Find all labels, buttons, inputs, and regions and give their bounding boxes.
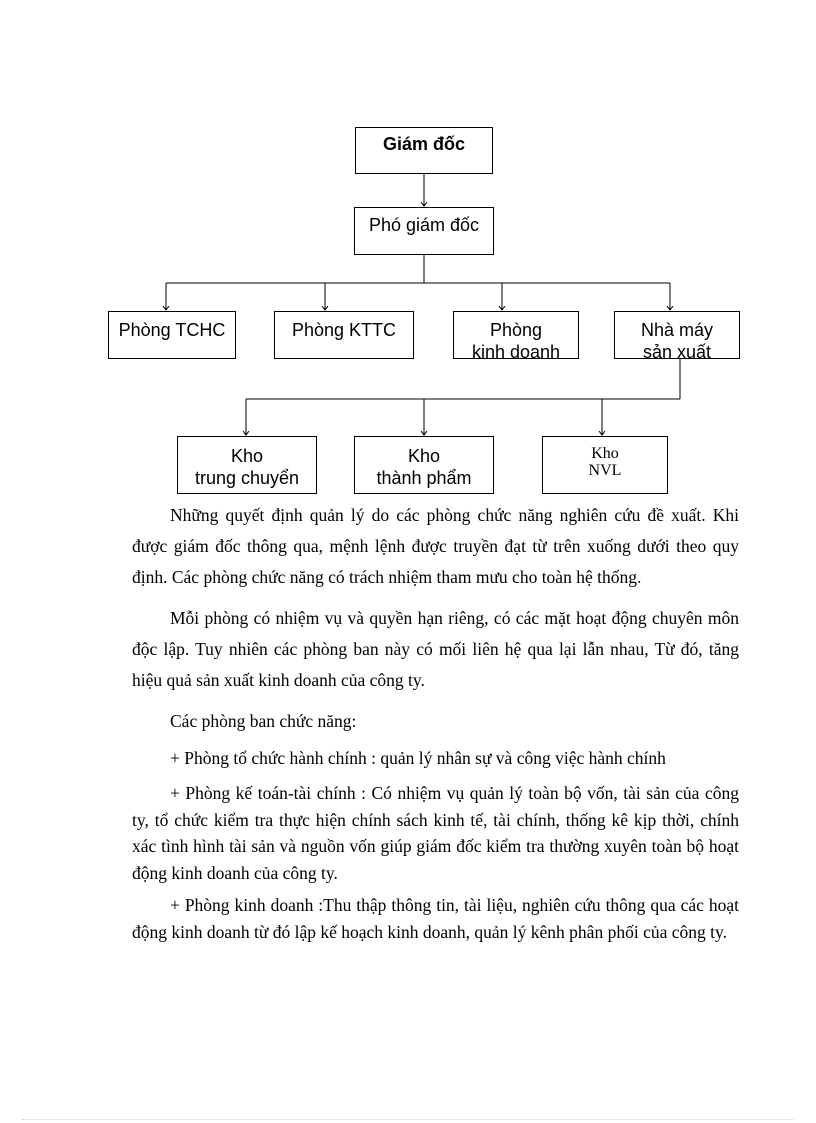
org-box-label: Kho: [230, 446, 264, 466]
org-box-deputy: [354, 207, 494, 255]
org-box-warehouse-finished: [354, 436, 494, 494]
org-box-label: Phó giám đốc: [368, 215, 480, 235]
org-box-label: Phòng: [489, 320, 543, 340]
org-box-warehouse-materials: [542, 436, 668, 494]
org-box-label: Giám đốc: [382, 134, 466, 154]
org-box-factory: [614, 311, 740, 359]
org-box-label-line2: thành phẩm: [376, 468, 472, 488]
paragraph-admin-department: + Phòng tổ chức hành chính : quản lý nhân sự và công việc hành chính: [170, 748, 666, 768]
org-box-label: Kho: [407, 446, 441, 466]
org-box-label-line2: kinh doanh: [471, 342, 561, 359]
org-box-label-line2: NVL: [588, 462, 622, 479]
org-box-dept-kttc: [274, 311, 414, 359]
page-bottom-rule: [22, 1119, 794, 1120]
org-box-label-line2: trung chuyển: [194, 468, 300, 488]
org-box-warehouse-transit: [177, 436, 317, 494]
org-box-label: Phòng KTTC: [291, 320, 397, 340]
body-text: [132, 500, 739, 945]
org-box-dept-tchc: [108, 311, 236, 359]
org-box-label: Nhà máy: [640, 320, 714, 340]
paragraph-finance-department: + Phòng kế toán-tài chính : Có nhiệm vụ quản lý toàn bộ vốn, tài sản của công ty, tổ chức kiểm tra thực hiện chính sách kinh tế, tài chính, thống kê kịp thời, chính xác tình hình tài sản và nguồn vốn giúp giám đốc kiểm tra thường xuyên toàn bộ hoạt động kinh doanh của công ty.: [132, 783, 739, 883]
org-box-dept-sales: [453, 311, 579, 359]
paragraph-decision-flow: Những quyết định quản lý do các phòng chức năng nghiên cứu đề xuất. Khi được giám đốc thông qua, mệnh lệnh được truyền đạt từ trên xuống dưới theo quy định. Các phòng chức năng có trách nhiệm tham mưu cho toàn hệ thống.: [132, 505, 739, 587]
org-box-director: [355, 127, 493, 174]
org-box-label-line2: sản xuất: [642, 342, 712, 359]
paragraph-department-duties: Mỗi phòng có nhiệm vụ và quyền hạn riêng, có các mặt hoạt động chuyên môn độc lập. Tuy nhiên các phòng ban này có mối liên hệ qua lại lẫn nhau, Từ đó, tăng hiệu quả sản xuất kinh doanh của công ty.: [132, 608, 739, 690]
org-box-label: Kho: [591, 445, 619, 462]
paragraph-sales-department: + Phòng kinh doanh :Thu thập thông tin, tài liệu, nghiên cứu thông qua các hoạt động kinh doanh từ đó lập kế hoạch kinh doanh, quản lý kênh phân phối của công ty.: [132, 895, 739, 942]
org-box-label: Phòng TCHC: [118, 320, 226, 340]
paragraph-functional-departments: Các phòng ban chức năng:: [170, 711, 357, 731]
